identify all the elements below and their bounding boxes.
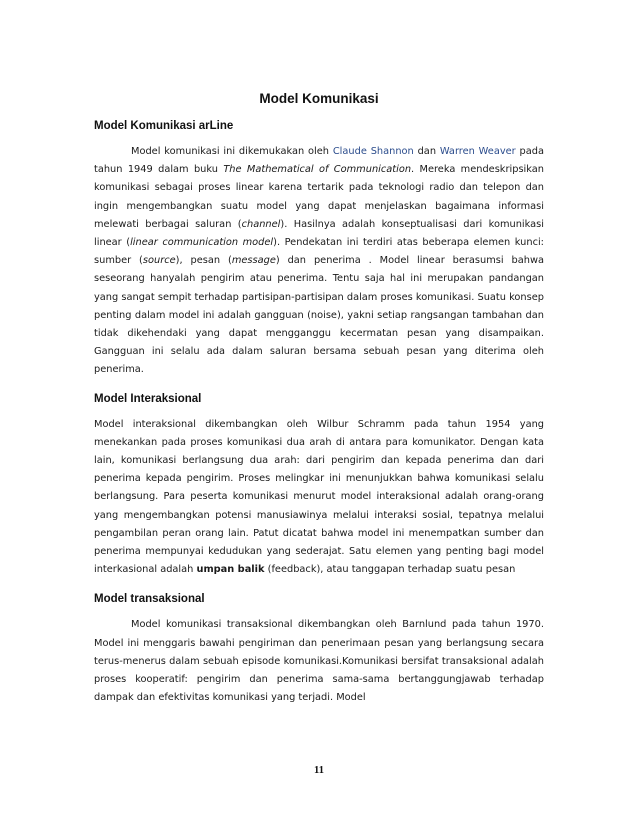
text-run: dan <box>413 146 440 157</box>
text-run: (feedback), atau tanggapan terhadap suatu pesan <box>264 564 516 576</box>
text-run: pada tahun 1949 dalam buku <box>94 146 544 176</box>
section-heading-linear: Model Komunikasi arLine <box>94 120 234 132</box>
text-run: ), pesan ( <box>175 255 232 267</box>
text-run: Model komunikasi ini dikemukakan oleh <box>131 146 333 157</box>
document-body <box>94 120 544 707</box>
link-warren-weaver[interactable]: Warren Weaver <box>439 146 516 157</box>
page-title: Model Komunikasi <box>259 91 379 106</box>
link-claude-shannon[interactable]: Claude Shannon <box>332 146 414 157</box>
paragraph-linear <box>94 143 544 380</box>
text-run: . Mereka mendeskripsikan komunikasi sebagai proses linear karena tertarik pada teknologi radio dan telepon dan ingin mengembangkan suatu model yang dapat menjelaskan bagaimana informasi melewati berbagai saluran ( <box>94 164 544 230</box>
paragraph-interaksional <box>94 416 544 580</box>
paragraph-transaksional <box>94 616 544 707</box>
text-run: ). Pendekatan ini terdiri atas beberapa elemen kunci: sumber ( <box>94 237 544 267</box>
term-message: message <box>231 255 276 267</box>
text-run: Model komunikasi transaksional dikembangkan oleh Barnlund pada tahun 1970. Model ini menggaris bawahi pengiriman dan penerimaan pesan yang berlangsung secara terus-menerus dalam sebuah episode komunikasi.Komunikasi bersifat transaksional adalah proses kooperatif: pengirim dan penerima sama-sama bertanggungjawab terhadap dampak dan efektivitas komunikasi yang terjadi. Model <box>94 619 544 704</box>
page-number: 11 <box>314 765 324 776</box>
text-run: ). Hasilnya adalah konseptualisasi dari komunikasi linear ( <box>94 218 544 249</box>
section-heading-interaksional: Model Interaksional <box>94 392 202 405</box>
text-run: Model interaksional dikembangkan oleh Wilbur Schramm pada tahun 1954 yang menekankan pada proses komunikasi dua arah di antara para komunikator. Dengan kata lain, komunikasi berlangsung dua arah: dari pengirim dan kepada penerima dan dari penerima kepada pengirim. Proses melingkar ini menunjukkan bahwa komunikasi selalu berlangsung. Para peserta komunikasi menurut model interaksional adalah orang-orang yang mengembangkan potensi manusiawinya melalui interaksi sosial, tepatnya melalui pengambilan peran orang lain. Patut dicatat bahwa model ini menempatkan sumber dan penerima mempunyai kedudukan yang sederajat. Satu elemen yang penting bagi model interkasional adalah <box>94 418 544 576</box>
section-heading-transaksional: Model transaksional <box>94 593 205 606</box>
term-lcm: linear communication model <box>130 237 274 249</box>
book-title: The Mathematical of Communication <box>223 164 412 176</box>
term-umpan-balik: umpan balik <box>196 564 265 576</box>
term-channel: channel <box>241 218 281 230</box>
text-run: ) dan penerima . Model linear berasumsi bahwa seseorang hanyalah pengirim atau penerima. Tentu saja hal ini merupakan pandangan yang sangat sempit terhadap partisipan-partisipan dalam proses komunikasi. Suatu konsep penting dalam model ini adalah gangguan (noise), yakni setiap rangsangan tambahan dan tidak dikehendaki yang dapat mengganggu kecermatan pesan yang disampaikan. Gangguan ini selalu ada dalam saluran bersama sebuah pesan yang diterima oleh penerima. <box>94 255 544 376</box>
term-source: source <box>142 255 176 267</box>
